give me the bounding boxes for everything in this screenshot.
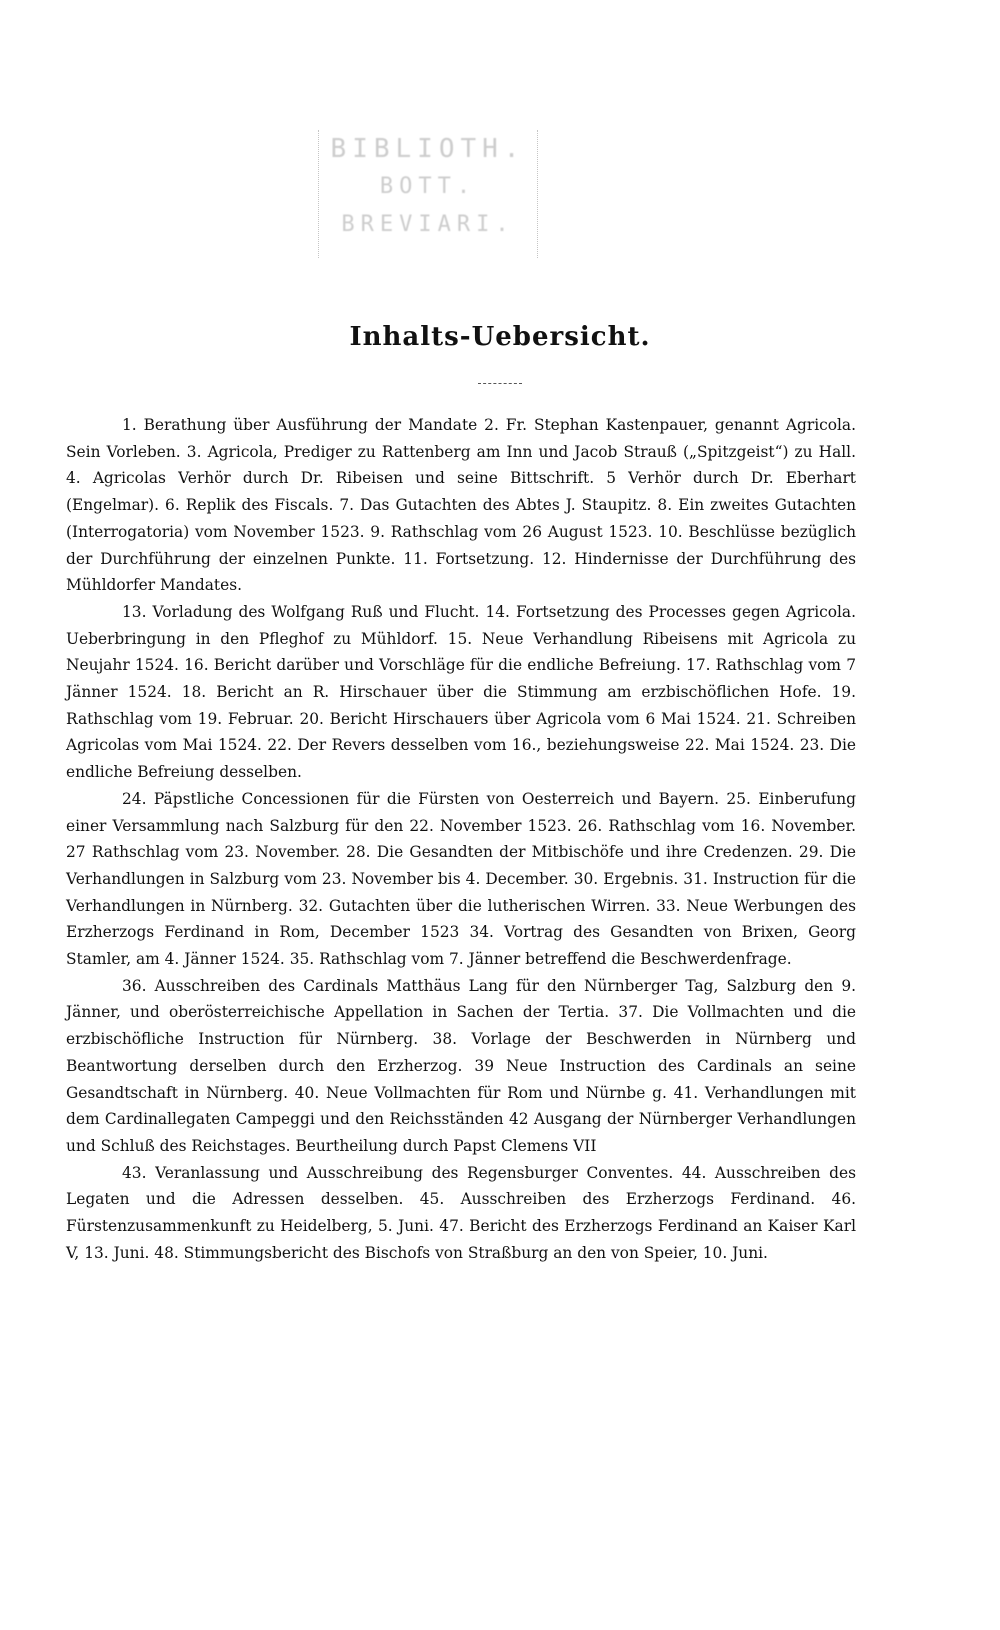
toc-paragraph: 36. Ausschreiben des Cardinals Matthäus Lang für den Nürnberger Tag, Salzburg den 9. Jänner, und oberösterreichische Appellation in Sachen der Tertia. 37. Die Vollmachten und die erzbischöfliche Instruction für Nürnberg. 38. Vorlage der Beschwerden in Nürnberg und Beantwortung derselben durch den Erzherzog. 39 Neue Instruction des Cardinals an seine Gesandtschaft in Nürnberg. 40. Neue Vollmachten für Rom und Nürnbe g. 41. Verhandlungen mit dem Cardinallegaten Campeggi und den Reichsständen 42 Ausgang der Nürnberger Verhandlungen und Schluß des Reichstages. Beurtheilung durch Papst Clemens VII — [66, 976, 856, 1155]
toc-paragraph: 24. Päpstliche Concessionen für die Fürsten von Oesterreich und Bayern. 25. Einberufung einer Versammlung nach Salzburg für den 22. November 1523. 26. Rathschlag vom 16. November. 27 Rathschlag vom 23. November. 28. Die Gesandten der Mitbischöfe und ihre Credenzen. 29. Die Verhandlungen in Salzburg vom 23. November bis 4. December. 30. Ergebnis. 31. Instruction für die Verhandlungen in Nürnberg. 32. Gutachten über die lutherischen Wirren. 33. Neue Werbungen des Erzherzogs Ferdinand in Rom, December 1523 34. Vortrag des Gesandten von Brixen, Georg Stamler, am 4. Jänner 1524. 35. Rathschlag vom 7. Jänner betreffend die Beschwerdenfrage. — [66, 789, 856, 969]
library-stamp — [318, 130, 538, 258]
title-ornament-rule — [478, 383, 522, 384]
toc-paragraph: 43. Veranlassung und Ausschreibung des Regensburger Conventes. 44. Ausschreiben des Legaten und die Adressen desselben. 45. Ausschreiben des Erzherzogs Ferdinand. 46. Fürstenzusammenkunft zu Heidelberg, 5. Juni. 47. Bericht des Erzherzogs Ferdinand an Kaiser Karl V, 13. Juni. 48. Stimmungsbericht des Bischofs von Straßburg an den von Speier, 10. Juni. — [66, 1163, 856, 1262]
stamp-line: BREVIARI. — [341, 212, 515, 237]
table-of-contents — [66, 412, 856, 1267]
toc-paragraph: 1. Berathung über Ausführung der Mandate 2. Fr. Stephan Kastenpauer, genannt Agricola. Sein Vorleben. 3. Agricola, Prediger zu Rattenberg am Inn und Jacob Strauß („Spitzgeist“) zu Hall. 4. Agricolas Verhör durch Dr. Ribeisen und seine Bittschrift. 5 Verhör durch Dr. Eberhart (Engelmar). 6. Replik des Fiscals. 7. Das Gutachten des Abtes J. Staupitz. 8. Ein zweites Gutachten (Interrogatoria) vom November 1523. 9. Rathschlag vom 26 August 1523. 10. Beschlüsse bezüglich der Durchführung der einzelnen Punkte. 11. Fortsetzung. 12. Hindernisse der Durchführung des Mühldorfer Mandates. — [66, 416, 856, 595]
stamp-line: BIBLIOTH. — [330, 134, 526, 164]
page-title: Inhalts-Uebersicht. — [349, 322, 651, 352]
toc-paragraph: 13. Vorladung des Wolfgang Ruß und Flucht. 14. Fortsetzung des Processes gegen Agricola. Ueberbringung in den Pfleghof zu Mühldorf. 15. Neue Verhandlung Ribeisens mit Agricola zu Neujahr 1524. 16. Bericht darüber und Vorschläge für die endliche Befreiung. 17. Rathschlag vom 7 Jänner 1524. 18. Bericht an R. Hirschauer über die Stimmung am erzbischöflichen Hofe. 19. Rathschlag vom 19. Februar. 20. Bericht Hirschauers über Agricola vom 6 Mai 1524. 21. Schreiben Agricolas vom Mai 1524. 22. Der Revers desselben vom 16., beziehungsweise 22. Mai 1524. 23. Die endliche Befreiung desselben. — [66, 602, 856, 782]
stamp-line: BOTT. — [379, 174, 477, 199]
